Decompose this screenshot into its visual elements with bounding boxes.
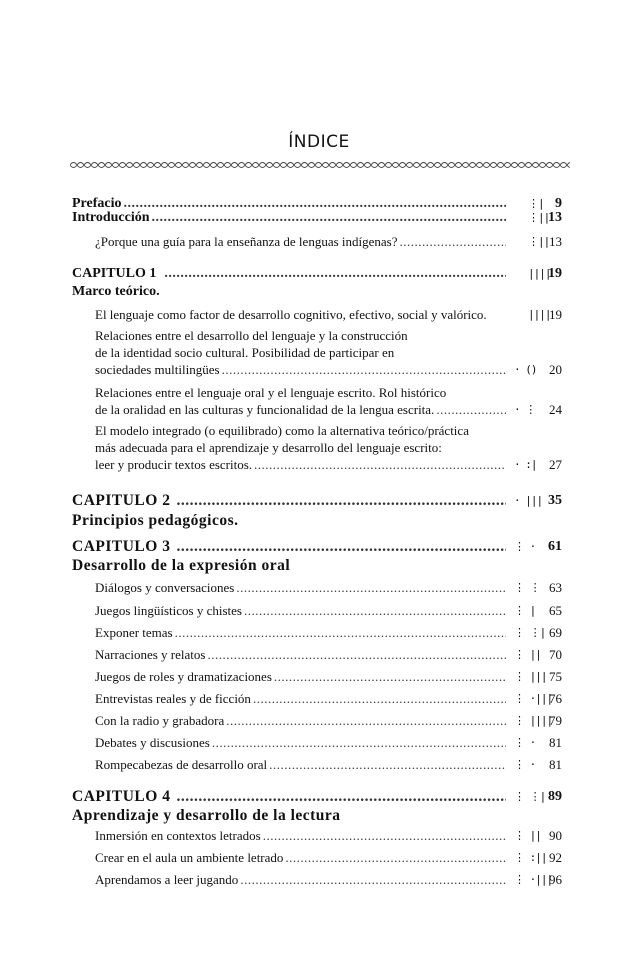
toc-entry-debates[interactable] — [95, 735, 506, 751]
chapter-subtitle: Desarrollo de la expresión oral — [72, 557, 291, 574]
entry-title: Aprendamos a leer jugando — [95, 872, 239, 887]
chapter-subtitle: Aprendizaje y desarrollo de la lectura — [72, 807, 341, 824]
toc-entry-relaciones-oral-escrito[interactable] — [95, 402, 506, 418]
toc-entry-introduccion[interactable] — [72, 210, 506, 226]
marker-glyph: ⋮ || — [514, 829, 541, 842]
marker-glyph: ⋮ · — [514, 736, 536, 749]
page-number: 70 — [549, 647, 562, 662]
dot-leader — [236, 580, 506, 596]
entry-title: Rompecabezas de desarrollo oral — [95, 757, 268, 772]
page-number: 19 — [549, 307, 562, 322]
marker-glyph: ⋮|| — [528, 211, 550, 224]
toc-entry-juegos-linguisticos[interactable] — [95, 603, 506, 619]
marker-glyph: · :| — [514, 458, 537, 471]
marker-glyph: ⋮ ⋮ — [514, 581, 540, 594]
entry-title: sociedades multilingües — [95, 362, 220, 377]
dot-leader — [400, 234, 507, 250]
page-number: 81 — [549, 757, 562, 772]
marker-glyph: ⋮ ·||| — [514, 873, 553, 886]
page-number: 65 — [549, 603, 562, 618]
marker-glyph: ⋮ ⋮| — [514, 626, 546, 639]
entry-title: Juegos de roles y dramatizaciones — [95, 669, 272, 684]
toc-entry-juegos-roles[interactable] — [95, 669, 506, 685]
dot-leader — [436, 402, 506, 418]
toc-entry-inmersion[interactable] — [95, 828, 506, 844]
toc-entry-ambiente-letrado[interactable] — [95, 850, 506, 866]
entry-title: Exponer temas — [95, 625, 173, 640]
marker-glyph: ⋮ ·||| — [514, 692, 553, 705]
entry-title: Narraciones y relatos — [95, 647, 206, 662]
dot-leader — [164, 266, 506, 282]
entry-title: leer y producir textos escritos. — [95, 457, 253, 472]
toc-entry-relaciones-desarrollo[interactable] — [95, 362, 506, 378]
entry-title: Inmersión en contextos letrados — [95, 828, 261, 843]
page-title: ÍNDICE — [288, 132, 350, 152]
entry-title: Prefacio — [72, 196, 122, 211]
entry-title: Debates y discusiones — [95, 735, 210, 750]
entry-title: Diálogos y conversaciones — [95, 580, 235, 595]
dot-leader — [263, 828, 506, 844]
dot-leader — [226, 713, 506, 729]
toc-entry-capitulo-4[interactable] — [72, 788, 506, 806]
dot-leader — [176, 788, 506, 806]
page-number: 89 — [548, 789, 562, 804]
dot-leader — [254, 457, 506, 473]
entry-title: CAPITULO 3 — [72, 538, 171, 555]
toc-entry-narraciones[interactable] — [95, 647, 506, 663]
marker-glyph: ⋮ | — [514, 604, 536, 617]
dot-leader — [212, 735, 506, 751]
page-number: 24 — [549, 402, 562, 417]
entry-line: Relaciones entre el lenguaje oral y el lenguaje escrito. Rol histórico — [95, 385, 447, 400]
toc-entry-capitulo-3[interactable] — [72, 538, 506, 556]
marker-glyph: |||| — [528, 267, 551, 280]
page-number: 75 — [549, 669, 562, 684]
page-number: 9 — [555, 196, 562, 211]
marker-glyph: ⋮ || — [514, 648, 541, 661]
marker-glyph: · () — [514, 363, 537, 376]
decorative-border — [70, 160, 570, 170]
marker-glyph: · ⋮ — [514, 403, 536, 416]
page-number: 13 — [548, 210, 562, 225]
entry-title: Con la radio y grabadora — [95, 713, 225, 728]
page-number: 92 — [549, 850, 562, 865]
marker-glyph: ⋮ · — [514, 758, 536, 771]
dot-leader — [269, 757, 506, 773]
toc-entry-lenguaje-factor[interactable] — [95, 307, 510, 323]
page-number: 79 — [549, 713, 562, 728]
toc-entry-entrevistas[interactable] — [95, 691, 506, 707]
dot-leader — [176, 492, 506, 510]
entry-title: El lenguaje como factor de desarrollo cognitivo, efectivo, social y valórico. — [95, 307, 487, 322]
marker-glyph: ⋮ |||| — [514, 714, 553, 727]
entry-line: El modelo integrado (o equilibrado) como la alternativa teórico/práctica — [95, 423, 469, 438]
marker-glyph: · ||| — [514, 494, 543, 507]
dot-leader — [222, 362, 506, 378]
dot-leader — [240, 872, 506, 888]
page-number: 81 — [549, 735, 562, 750]
toc-entry-capitulo-1[interactable] — [72, 266, 506, 282]
page-number: 35 — [548, 493, 562, 508]
entry-line: más adecuada para el aprendizaje y desarrollo del lenguaje escrito: — [95, 440, 442, 455]
marker-glyph: ⋮ · — [514, 540, 536, 553]
marker-glyph: |||| — [528, 308, 551, 321]
dot-leader — [175, 625, 506, 641]
page-number: 13 — [549, 234, 562, 249]
toc-entry-aprendamos[interactable] — [95, 872, 506, 888]
page-number: 63 — [549, 580, 562, 595]
marker-glyph: ⋮ ||| — [514, 670, 547, 683]
chapter-subtitle: Marco teórico. — [72, 284, 160, 299]
dot-leader — [253, 691, 506, 707]
toc-entry-porque-una-guia[interactable] — [95, 234, 506, 250]
marker-glyph: ⋮|| — [528, 235, 550, 248]
toc-entry-exponer-temas[interactable] — [95, 625, 506, 641]
entry-title: Entrevistas reales y de ficción — [95, 691, 251, 706]
dot-leader — [176, 538, 506, 556]
toc-entry-modelo-integrado[interactable] — [95, 457, 506, 473]
dot-leader — [285, 850, 506, 866]
dot-leader — [274, 669, 506, 685]
toc-entry-radio-grabadora[interactable] — [95, 713, 506, 729]
toc-entry-capitulo-2[interactable] — [72, 492, 506, 510]
page-number: 27 — [549, 457, 562, 472]
dot-leader — [152, 210, 506, 226]
page-number: 20 — [549, 362, 562, 377]
marker-glyph: ⋮ ⋮| — [514, 790, 546, 803]
page-number: 76 — [549, 691, 562, 706]
entry-title: CAPITULO 2 — [72, 492, 171, 509]
page-number: 19 — [548, 266, 562, 281]
page-number: 61 — [548, 539, 562, 554]
entry-title: de la oralidad en las culturas y funcionalidad de la lengua escrita. — [95, 402, 435, 417]
page-number: 96 — [549, 872, 562, 887]
page-number: 90 — [549, 828, 562, 843]
entry-line: de la identidad socio cultural. Posibilidad de participar en — [95, 345, 395, 360]
chapter-subtitle: Principios pedagógicos. — [72, 512, 239, 529]
entry-title: Crear en el aula un ambiente letrado — [95, 850, 284, 865]
toc-entry-dialogos[interactable] — [95, 580, 506, 596]
entry-title: Juegos lingüísticos y chistes — [95, 603, 242, 618]
marker-glyph: ⋮| — [528, 197, 544, 210]
entry-title: CAPITULO 1 — [72, 266, 157, 281]
entry-line: Relaciones entre el desarrollo del lenguaje y la construcción — [95, 328, 408, 343]
entry-title: ¿Porque una guía para la enseñanza de lenguas indígenas? — [95, 234, 398, 249]
dot-leader — [207, 647, 506, 663]
entry-title: CAPITULO 4 — [72, 788, 171, 805]
entry-title: Introducción — [72, 210, 150, 225]
toc-entry-rompecabezas[interactable] — [95, 757, 506, 773]
page-number: 69 — [549, 625, 562, 640]
dot-leader — [244, 603, 506, 619]
marker-glyph: ⋮ :|| — [514, 851, 547, 864]
